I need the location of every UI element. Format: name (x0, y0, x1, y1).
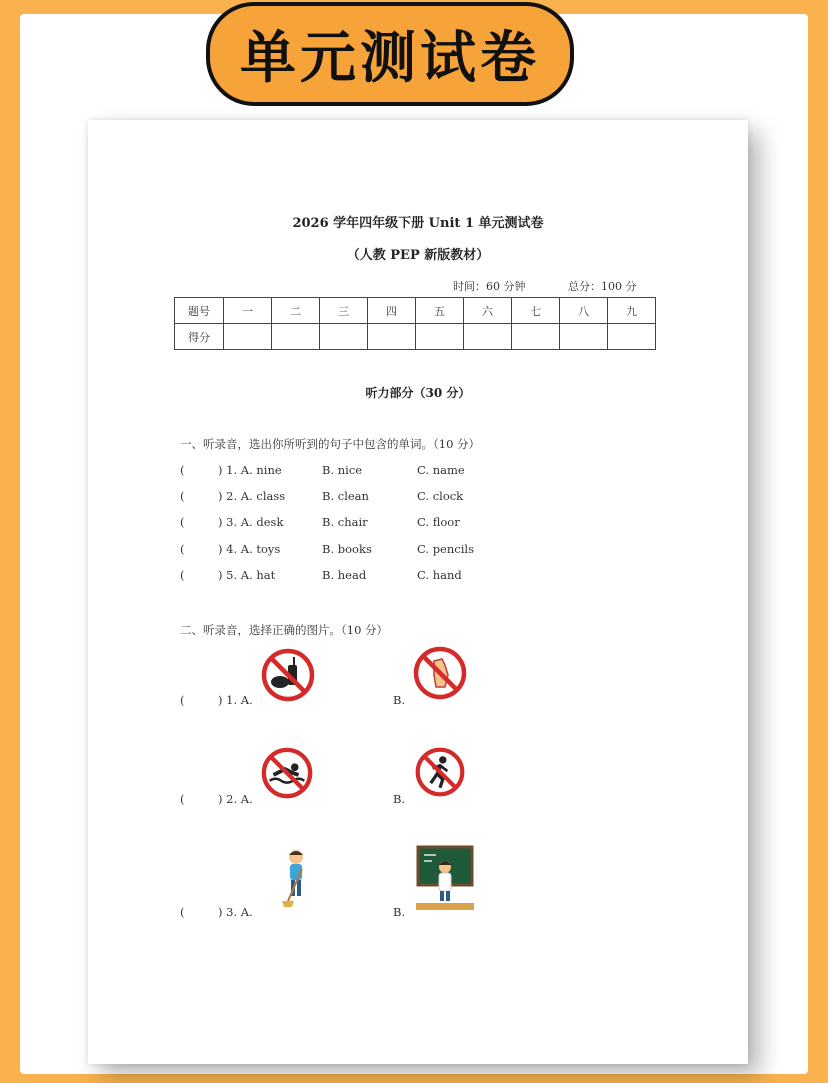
question-option-c: C. pencils (417, 542, 474, 556)
question-option-b: B. books (322, 542, 372, 556)
boy-sweeping-illustration (280, 847, 312, 909)
banner-title: 单元测试卷 (240, 26, 540, 91)
score-table-header: 五 (416, 298, 464, 324)
score-table-header: 二 (272, 298, 320, 324)
question-option-b: B. clean (322, 489, 369, 503)
picture-option-a-label: ) 1. A. (218, 693, 253, 707)
exam-total-score: 总分：100 分 (568, 280, 637, 293)
question-option-c: C. clock (417, 489, 464, 503)
score-table-row-label: 得分 (175, 324, 224, 350)
score-cell (368, 324, 416, 350)
score-table-header: 四 (368, 298, 416, 324)
question-row (180, 542, 580, 560)
score-cell (560, 324, 608, 350)
question-row (180, 515, 580, 533)
question-option-a: ) 1. A. nine (218, 463, 282, 477)
question-option-a: ) 4. A. toys (218, 542, 281, 556)
no-running-sign-icon (414, 746, 466, 798)
exam-subtitle: （人教 PEP 新版教材） (346, 248, 490, 263)
picture-option-b-label: B. (393, 905, 406, 919)
question-row (180, 568, 580, 586)
no-swimming-sign-icon (260, 746, 314, 800)
listening-heading: 听力部分（30 分） (365, 386, 471, 400)
answer-paren: ( (180, 568, 185, 582)
score-cell (608, 324, 656, 350)
no-touching-sign-icon (412, 645, 468, 701)
question-option-b: B. head (322, 568, 367, 582)
section1-heading: 一、听录音，选出你所听到的句子中包含的单词。（10 分） (180, 437, 481, 451)
score-cell (224, 324, 272, 350)
score-cell (464, 324, 512, 350)
exam-paper (88, 120, 748, 1064)
score-table-header: 八 (560, 298, 608, 324)
score-table-header: 一 (224, 298, 272, 324)
score-table-header: 七 (512, 298, 560, 324)
title-banner (206, 2, 574, 106)
score-cell (272, 324, 320, 350)
section2-heading: 二、听录音，选择正确的图片。（10 分） (180, 623, 389, 637)
picture-question-row (180, 742, 640, 852)
question-option-a: ) 3. A. desk (218, 515, 284, 529)
question-option-c: C. floor (417, 515, 460, 529)
score-table-score-row (175, 324, 656, 350)
picture-option-a-label: ) 2. A. (218, 792, 253, 806)
question-option-b: B. chair (322, 515, 368, 529)
score-cell (320, 324, 368, 350)
answer-paren: ( (180, 515, 185, 529)
score-table-header: 六 (464, 298, 512, 324)
answer-paren: ( (180, 693, 185, 707)
picture-option-b-label: B. (393, 693, 406, 707)
score-cell (416, 324, 464, 350)
question-row (180, 489, 580, 507)
question-option-c: C. name (417, 463, 465, 477)
question-option-b: B. nice (322, 463, 363, 477)
score-table-header: 九 (608, 298, 656, 324)
picture-option-b-label: B. (393, 792, 406, 806)
score-table (174, 297, 656, 350)
score-table-header: 三 (320, 298, 368, 324)
answer-paren: ( (180, 489, 185, 503)
picture-option-a-label: ) 3. A. (218, 905, 253, 919)
exam-time: 时间：60 分钟 (453, 280, 526, 293)
question-option-a: ) 5. A. hat (218, 568, 276, 582)
answer-paren: ( (180, 905, 185, 919)
exam-title: 2026 学年四年级下册 Unit 1 单元测试卷 (292, 216, 544, 231)
answer-paren: ( (180, 463, 185, 477)
picture-question-row (180, 845, 640, 955)
question-option-c: C. hand (417, 568, 462, 582)
answer-paren: ( (180, 542, 185, 556)
score-cell (512, 324, 560, 350)
no-food-drink-sign-icon (260, 647, 316, 703)
score-table-header-row (175, 298, 656, 324)
teacher-at-blackboard-illustration (416, 845, 474, 913)
picture-question-row (180, 645, 640, 755)
question-option-a: ) 2. A. class (218, 489, 286, 503)
question-row (180, 463, 580, 481)
answer-paren: ( (180, 792, 185, 806)
score-table-row-label: 题号 (175, 298, 224, 324)
